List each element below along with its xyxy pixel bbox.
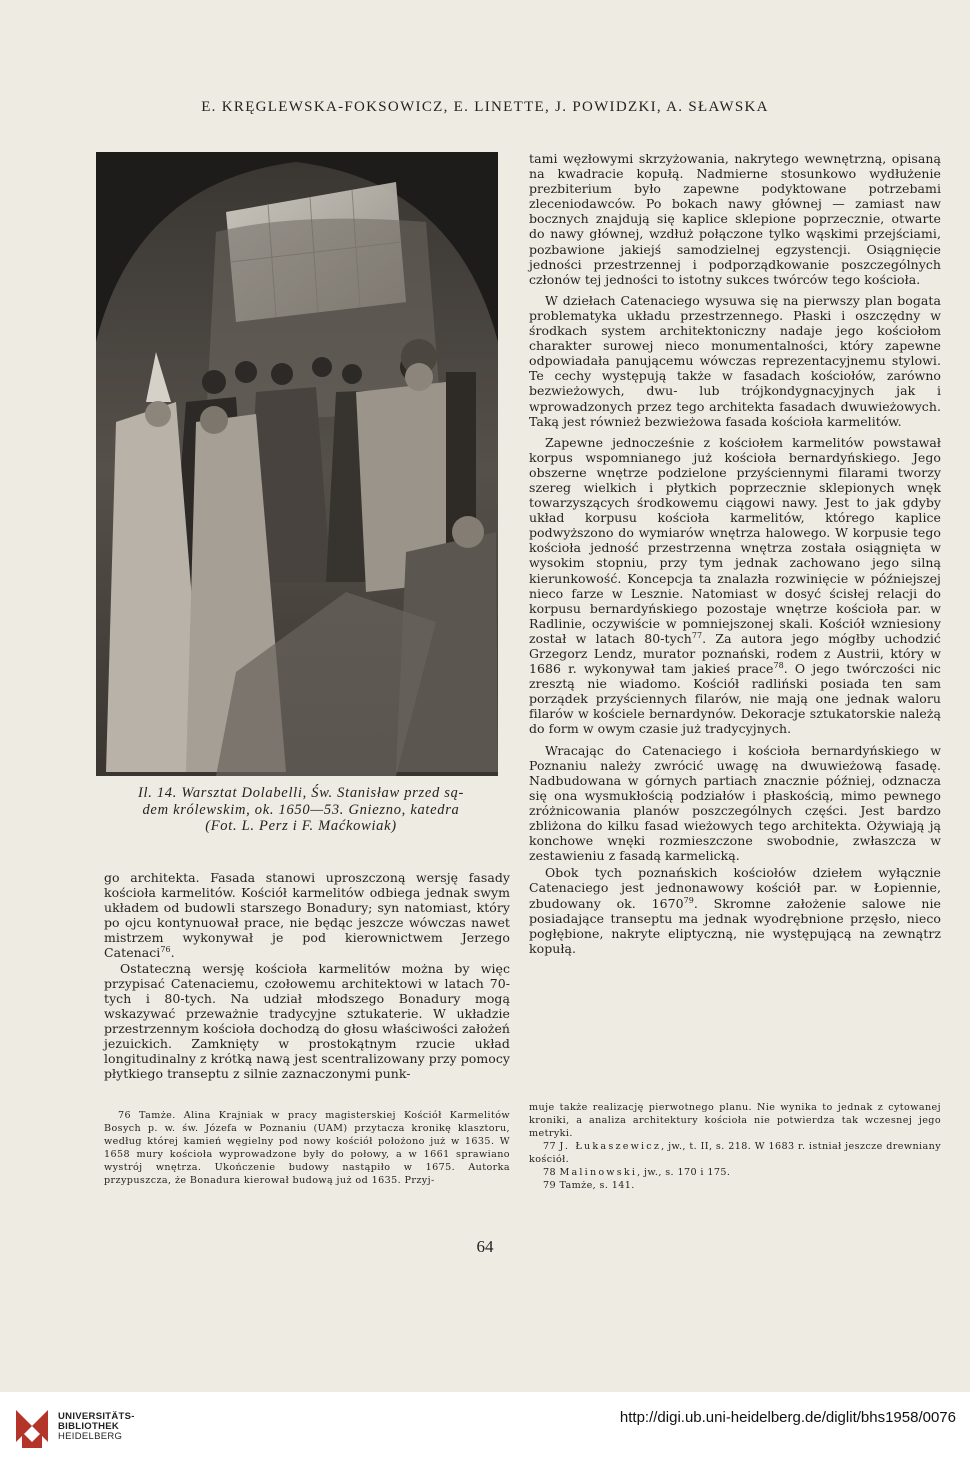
footnote-ref-76: 76: [160, 945, 171, 955]
caption-line-1: Il. 14. Warsztat Dolabelli, Św. Stanisław przed są-: [137, 785, 465, 801]
right-footnotes: [529, 1101, 941, 1192]
footnote-ref-79: 79: [683, 895, 694, 905]
left-paragraph-1: go architekta. Fasada stanowi uproszczoną wersję fasady kościoła karmelitów. Kościół karmelitów odbiega jednak swym układem od budowli starszego Bonadury; syn natomiast, który po ojcu kontynuował prace, nie będąc jeszcze wówczas nawet mistrzem wykonywał je pod kierownictwem Jerzego Catenaci$^{76}$.: [104, 870, 510, 961]
painting-image: [96, 152, 498, 776]
heidelberg-library-logo-icon: [12, 1406, 52, 1450]
right-column-text: [529, 151, 941, 956]
footnote-76-continuation: muje także realizację pierwotnego planu. Nie wynika to jednak z cytowanej kroniki, a analiza architektury kościoła nie potwierdza tak wczesnej jego metryki.: [529, 1102, 941, 1139]
left-column-text: [104, 870, 510, 1081]
running-header: E. KRĘGLEWSKA-FOKSOWICZ, E. LINETTE, J. POWIDZKI, A. SŁAWSKA: [201, 99, 769, 115]
footnote-ref-78: 78: [773, 660, 784, 670]
illustration-painting: [96, 152, 498, 776]
right-paragraph-4: Wracając do Catenaciego i kościoła bernardyńskiego w Poznaniu należy zwrócić uwagę na dwuwieżową fasadę. Nadbudowana w górnych partiach znacznie później, odznacza się ona wysmukłością podziałów i płaskością, mimo pewnego zróżnicowania planów poszczególnych części. Jest bardzo zbliżona do kilku fasad wieżowych tego architekta. Ożywiają ją konchowe wnęki rozmieszczone swobodnie, zwłaszcza w zestawieniu z fasadą karmelicką.: [529, 742, 941, 864]
permalink-url[interactable]: http://digi.ub.uni-heidelberg.de/diglit/bhs1958/0076: [619, 1409, 956, 1426]
figure-caption: [102, 785, 500, 835]
footnote-ref-77: 77: [691, 630, 703, 640]
caption-line-2: dem królewskim, ok. 1650—53. Gniezno, katedra: [142, 801, 460, 818]
library-name: UNIVERSITÄTS- BIBLIOTHEK HEIDELBERG: [58, 1411, 135, 1442]
digitization-footer: [0, 1392, 970, 1464]
right-paragraph-1: tami węzłowymi skrzyżowania, nakrytego wewnętrzną, opisaną na kwadracie kopułą. Nadmierne stosunkowo wydłużenie prezbiterium było zapewne podyktowane potrzebami zleceniodawców. Po bokach nawy głównej — zamiast naw bocznych znajdują się kaplice sklepione poprzecznie, otwarte do nawy głównej, wzdłuż połączone tylko wąskimi przejściami, pozbawione jakiejś samodzielnej egzystencji. Osiągnięcie jedności przestrzennej i podporządkowanie poszczególnych członów tej jedności to istotny sukces twórców tego kościoła.: [529, 151, 941, 287]
footnote-78: 78 Malinowski, jw., s. 170 i 175.: [543, 1167, 731, 1178]
right-paragraph-5: Obok tych poznańskich kościołów dziełem wyłącznie Catenaciego jest jednonawowy kościół par. w Łopiennie, zbudowany ok. 1670$^{79}$. Skromne założenie salowe nie posiadające transeptu ma jednak wyodrębnione przęsło, nieco pogłębione, nakryte eliptyczną, nie występującą na zewnątrz kopułą.: [529, 865, 941, 956]
left-paragraph-2: Ostateczną wersję kościoła karmelitów można by więc przypisać Catenaciemu, czołowemu architektowi w latach 70-tych i 80-tych. Na udział młodszego Bonadury mogą wskazywać przeważnie tradycyjne sztukaterie. W układzie przestrzennym kościoła dochodzą do głosu właściwości założeń jezuickich. Zamknięty w prostokątnym rzucie układ longitudinalny z krótką nawą jest scentralizowany przy pomocy płytkiego transeptu z silnie zaznaczonymi punk-: [104, 960, 510, 1082]
right-paragraph-2: W dziełach Catenaciego wysuwa się na pierwszy plan bogata problematyka układu przestrzennego. Płaski i oszczędny w środkach system architektoniczny nadaje jego kościołom charakter surowej nieco monumentalności, który zapewne odpowiadała panującemu wówczas reprezentacyjnemu stylowi. Te cechy występują także w fasadach kościołów, zarówno bezwieżowych, dwu- lub trójkondygnacyjnych jak i wprowadzonych przez tego architekta fasadach dwuwieżowych. Taką jest również bezwieżowa fasada kościoła karmelitów.: [529, 292, 941, 429]
right-paragraph-3: Zapewne jednocześnie z kościołem karmelitów powstawał korpus wspomnianego już kościoła bernardyńskiego. Jego obszerne wnętrze podzielone przyściennymi filarami tworzy szereg wielkich i płytkich poprzecznie sklepionych wnęk towarzyszących środkowemu ciągowi nawy. Jest to jak gdyby układ korpusu kościoła karmelitów, którego kaplice podwyższono do wymiarów wnętrza halowego. W korpusie tego kościoła jedność przestrzenna wnętrza została osiągnięta w wysokim stopniu, przy tym jednak zachowano jego silną kierunkowość. Koncepcja ta znalazła rozwinięcie w późniejszej nieco farze w Lesznie. Natomiast w dosyć ścisłej relacji do korpusu bernardyńskiego pozostaje wnętrze kościoła par. w Radlinie, oczywiście w pomniejszonej skali. Kościół wzniesiony został w latach 80-tych$^{77}$. Za autora jego mógłby uchodzić Grzegorz Lendz, murator poznański, rodem z Austrii, który w 1686 r. wykonywał tam jakieś prace$^{78}$. O jego twórczości nic zresztą nie wiadomo. Kościół radliński posiada ten sam porządek przyściennych filarów, nie mają one jednak waloru filarów w kościele bernardynów. Dekoracje sztukatorskie należą do form w owym czasie już tradycyjnych.: [529, 434, 941, 737]
page-number: 64: [476, 1237, 494, 1256]
footnote-79: 79 Tamże, s. 141.: [543, 1180, 635, 1191]
footnote-77: 77 J. Łukaszewicz, jw., t. II, s. 218. W 1683 r. istniał jeszcze drewniany kościół.: [529, 1141, 942, 1165]
caption-line-3: (Fot. L. Perz i F. Maćkowiak): [205, 818, 397, 834]
left-footnote-76: 76 Tamże. Alina Krajniak w pracy magisterskiej Kościół Karmelitów Bosych p. w. św. Józefa w Poznaniu (UAM) przytacza kronikę klasztoru, według której kamień węgielny pod nowy kościół położono już w 1635. W 1658 mury kościoła wyprowadzone były do połowy, a w 1661 sprawiano wystrój wnętrza. Ukończenie budowy nastąpiło w 1675. Autorka przypuszcza, że Bonadura kierował budową już od 1635. Przyj-: [104, 1110, 510, 1186]
